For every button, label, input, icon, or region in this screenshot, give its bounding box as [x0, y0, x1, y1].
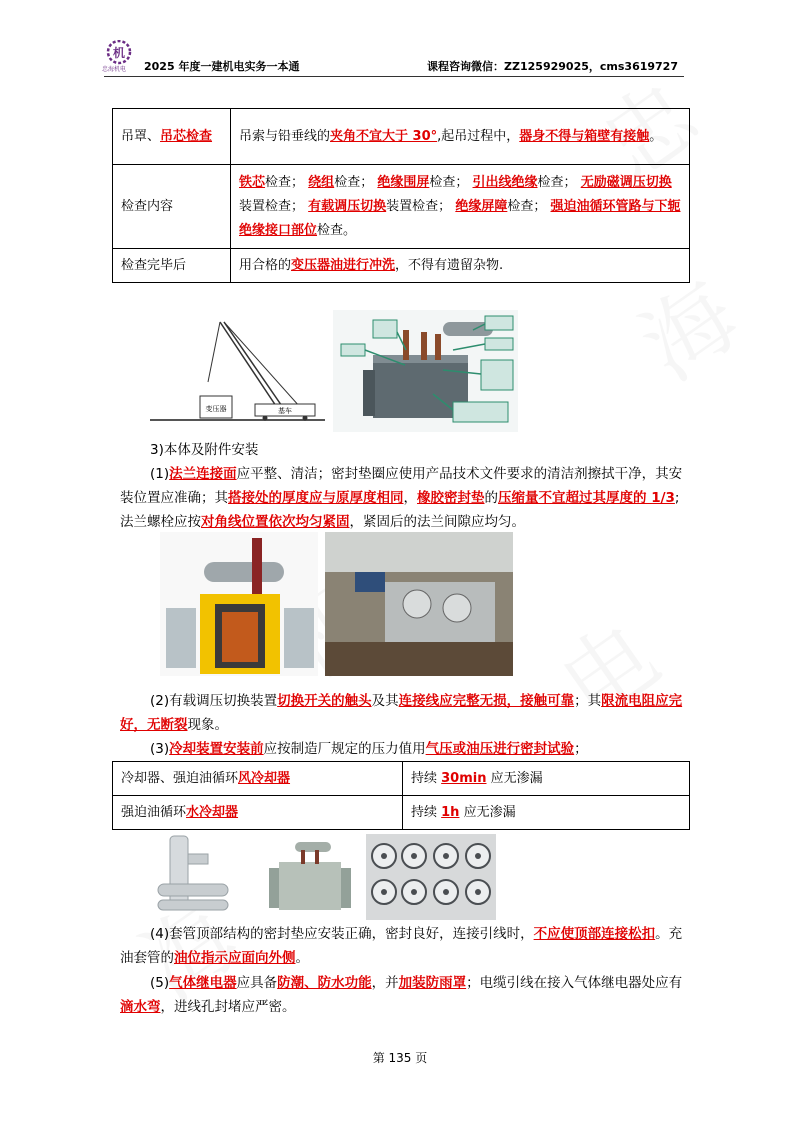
header-title: 2025 年度一建机电实务一本通: [144, 60, 300, 73]
paragraph-gas-relay: (5)气体继电器应具备防潮、防水功能，并加装防雨罩；电缆引线在接入气体继电器处应有滴水弯，进线孔封堵应严密。: [120, 975, 683, 1015]
table-cell: 吊罩、吊芯检查: [113, 109, 231, 165]
page-header: [104, 40, 684, 77]
paragraph-cooler: (3)冷却装置安装前应按制造厂规定的压力值用气压或油压进行密封试验；: [150, 741, 588, 757]
table-cell: 持续 30min 应无渗漏: [403, 762, 690, 796]
table-row: [113, 249, 690, 283]
tap-changer-cutaway-illustration: [160, 532, 318, 676]
table-cell: 吊索与铅垂线的夹角不宜大于 30°,起吊过程中，器身不得与箱壁有接触。: [231, 109, 690, 165]
water-cooler-image: [148, 834, 240, 920]
paragraph-flange: (1)法兰连接面应平整、清洁；密封垫圈应使用产品技术文件要求的清洁剂擦拭干净，其安装位置应准确；其搭接处的厚度应与原厚度相同，橡胶密封垫的压缩量不宜超过其厚度的 1/3;法兰螺栓应按对角线位置依次均匀紧固，紧固后的法兰间隙应均匀。: [120, 466, 683, 530]
table-cell: 冷却器、强迫油循环风冷却器: [113, 762, 403, 796]
transformer-site-photo: [325, 532, 513, 676]
table-cell: 检查完毕后: [113, 249, 231, 283]
section-heading: 3)本体及附件安装: [150, 442, 259, 458]
table-row: [113, 109, 690, 165]
table-cell: 持续 1h 应无渗漏: [403, 796, 690, 830]
transformer-with-coolers-image: [265, 838, 353, 918]
table-cell: 检查内容: [113, 165, 231, 249]
table-row: [113, 165, 690, 249]
page-number: 第 135 页: [372, 1051, 428, 1065]
cooler-test-table: [112, 761, 690, 830]
inspection-table: [112, 108, 690, 283]
paragraph-bushing: (4)套管顶部结构的密封垫应安装正确，密封良好，连接引线时，不应使顶部连接松扣。充油套管的油位指示应面向外侧。: [120, 926, 683, 966]
table-cell: 铁芯检查； 绕组检查； 绝缘围屏检查； 引出线绝缘检查； 无励磁调压切换装置检查； 有载调压切换装置检查； 绝缘屏障检查； 强迫油循环管路与下轭绝缘接口部位检查。: [231, 165, 690, 249]
paragraph-tap-changer: (2)有载调压切换装置切换开关的触头及其连接线应完整无损，接触可靠；其限流电阻应完好，无断裂现象。: [120, 693, 683, 733]
table-row: [113, 796, 690, 830]
svg-text:基车: 基车: [278, 407, 292, 415]
crane-lifting-diagram: [150, 312, 325, 430]
table-row: [113, 762, 690, 796]
logo: 机 忠海机电: [104, 40, 134, 74]
air-cooler-fans-image: [366, 834, 496, 920]
table-cell: 用合格的变压器油进行冲洗，不得有遗留杂物.: [231, 249, 690, 283]
table-cell: 强迫油循环水冷却器: [113, 796, 403, 830]
svg-text:变压器: 变压器: [205, 405, 227, 413]
transformer-accessories-illustration: [333, 310, 518, 432]
svg-text:机: 机: [112, 46, 126, 60]
header-contact: 课程咨询微信：ZZ125929025，cms3619727: [427, 60, 678, 73]
